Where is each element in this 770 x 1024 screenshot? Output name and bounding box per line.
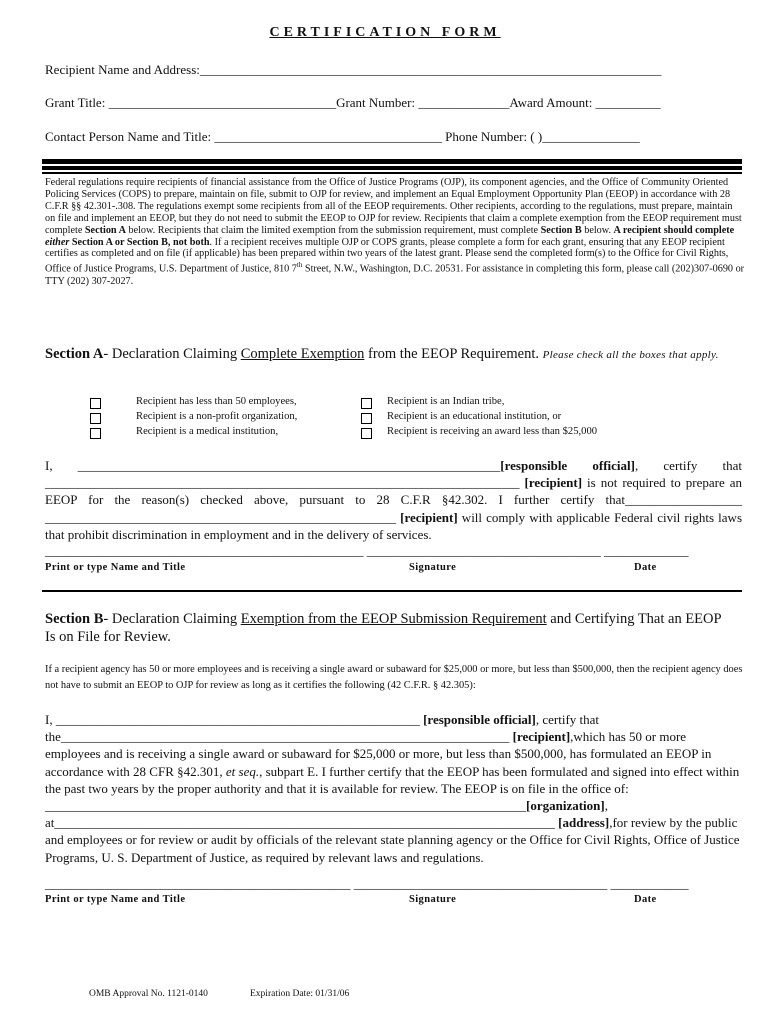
checkbox-award-less-than-25000[interactable] <box>361 428 372 439</box>
option-less-than-50: Recipient has less than 50 employees, <box>136 396 297 407</box>
section-b-signature-label: Signature <box>409 894 457 905</box>
section-a-date-label: Date <box>634 562 657 573</box>
section-a-certification-text[interactable]: I, _________________________________________________________________[responsible official], certify that _________________________________________________________________________ [recipient] is not required to prepare an EEOP for the reason(s) checked above, pursuant to 28 C.F.R §42.302. I further certify that__________________ ______________________________________________________ [recipient] will comply with applicable Federal civil rights laws that prohibit discrimination in employment and in the delivery of services. <box>45 458 743 542</box>
form-title: CERTIFICATION FORM <box>269 25 501 40</box>
header-divider <box>42 159 742 174</box>
section-b-intro: If a recipient agency has 50 or more employees and is receiving a single award or subaward for $25,000 or more, but less than $500,000, then the recipient agency does not have to submit an EEOP to OJP for review as long as it certifies the following (42 C.F.R. § 42.305): <box>45 664 743 691</box>
section-b-date-label: Date <box>634 894 657 905</box>
checkbox-non-profit[interactable] <box>90 413 101 424</box>
option-indian-tribe: Recipient is an Indian tribe, <box>387 396 505 407</box>
option-award-less-than-25000: Recipient is receiving an award less than $25,000 <box>387 426 598 437</box>
grant-info-line[interactable]: Grant Title: ___________________________________Grant Number: ______________Award Amount: __________ <box>45 95 661 110</box>
omb-approval-number: OMB Approval No. 1121-0140 <box>89 989 208 999</box>
section-a-print-name-label: Print or type Name and Title <box>45 562 186 573</box>
section-b-heading: Section B- Declaration Claiming Exemption from the EEOP Submission Requirement and Certifying That an EEOP Is on File for Review. <box>45 611 722 645</box>
recipient-name-address-field[interactable]: Recipient Name and Address:_______________________________________________________________________ <box>45 62 662 77</box>
section-a-note: Please check all the boxes that apply. <box>542 349 719 361</box>
contact-person-line[interactable]: Contact Person Name and Title: ___________________________________ Phone Number: ( )_______________ <box>45 129 640 144</box>
section-a-signature-label: Signature <box>409 562 457 573</box>
option-educational-institution: Recipient is an educational institution, or <box>387 411 562 422</box>
section-b-signature-blanks[interactable]: _______________________________________________ _______________________________________ ____________ <box>45 876 689 891</box>
checkbox-less-than-50[interactable] <box>90 398 101 409</box>
checkbox-educational-institution[interactable] <box>361 413 372 424</box>
checkbox-indian-tribe[interactable] <box>361 398 372 409</box>
section-a-signature-blanks[interactable]: _________________________________________________ ____________________________________ _____________ <box>45 543 689 558</box>
option-non-profit: Recipient is a non-profit organization, <box>136 411 298 422</box>
section-divider <box>42 590 742 592</box>
section-a-heading: Section A- Declaration Claiming Complete Exemption from the EEOP Requirement. Please check all the boxes that apply. <box>45 346 719 362</box>
checkbox-medical-institution[interactable] <box>90 428 101 439</box>
option-medical-institution: Recipient is a medical institution, <box>136 426 279 437</box>
intro-paragraph: Federal regulations require recipients of financial assistance from the Office of Justice Programs (OJP), its component agencies, and the Office of Community Oriented Policing Services (COPS) to prepare, maintain on file, submit to OJP for review, and implement an Equal Employment Opportunity Plan (EEOP) in accordance with 28 C.F.R §§ 42.301-.308. The regulations exempt some recipients from all of the EEOP requirements. Other recipients, according to the regulations, must prepare, maintain on file and implement an EEOP, but they do not need to submit the EEOP to OJP for review. Recipients that claim a complete exemption from the EEOP requirement must complete Section A below. Recipients that claim the limited exemption from the submission requirement, must complete Section B below. A recipient should complete either Section A or Section B, not both. If a recipient receives multiple OJP or COPS grants, please complete a form for each grant, ensuring that any EEOP recipient certifies as completed and on file (if applicable) has been prepared within two years of the latest grant. Please send the completed form(s) to the Office for Civil Rights, Office of Justice Programs, U.S. Department of Justice, 810 7th Street, N.W., Washington, D.C. 20531. For assistance in completing this form, please call (202)307-0690 or TTY (202) 307-2027. <box>45 177 745 287</box>
section-b-certification-text[interactable]: I, ________________________________________________________ [responsible official], certify that the_____________________________________________________________________ [recipient],which has 50 or more employees and is receiving a single award or subaward for $25,000 or more, but less than $500,000, has formulated an EEOP in accordance with 28 CFR §42.301, et seq., subpart E. I further certify that the EEOP has been formulated and signed into effect within the past two years by the proper authority and that it is available for review. The EEOP is on file in the office of: __________________________________________________________________________[organization], at_____________________________________________________________________________ [address],for review by the public and employees or for review or audit by officials of the relevant state planning agency or the Office for Civil Rights, Office of Justice Programs, U. S. Department of Justice, as required by relevant laws and regulations. <box>45 712 740 865</box>
expiration-date: Expiration Date: 01/31/06 <box>250 989 350 999</box>
section-b-print-name-label: Print or type Name and Title <box>45 894 186 905</box>
